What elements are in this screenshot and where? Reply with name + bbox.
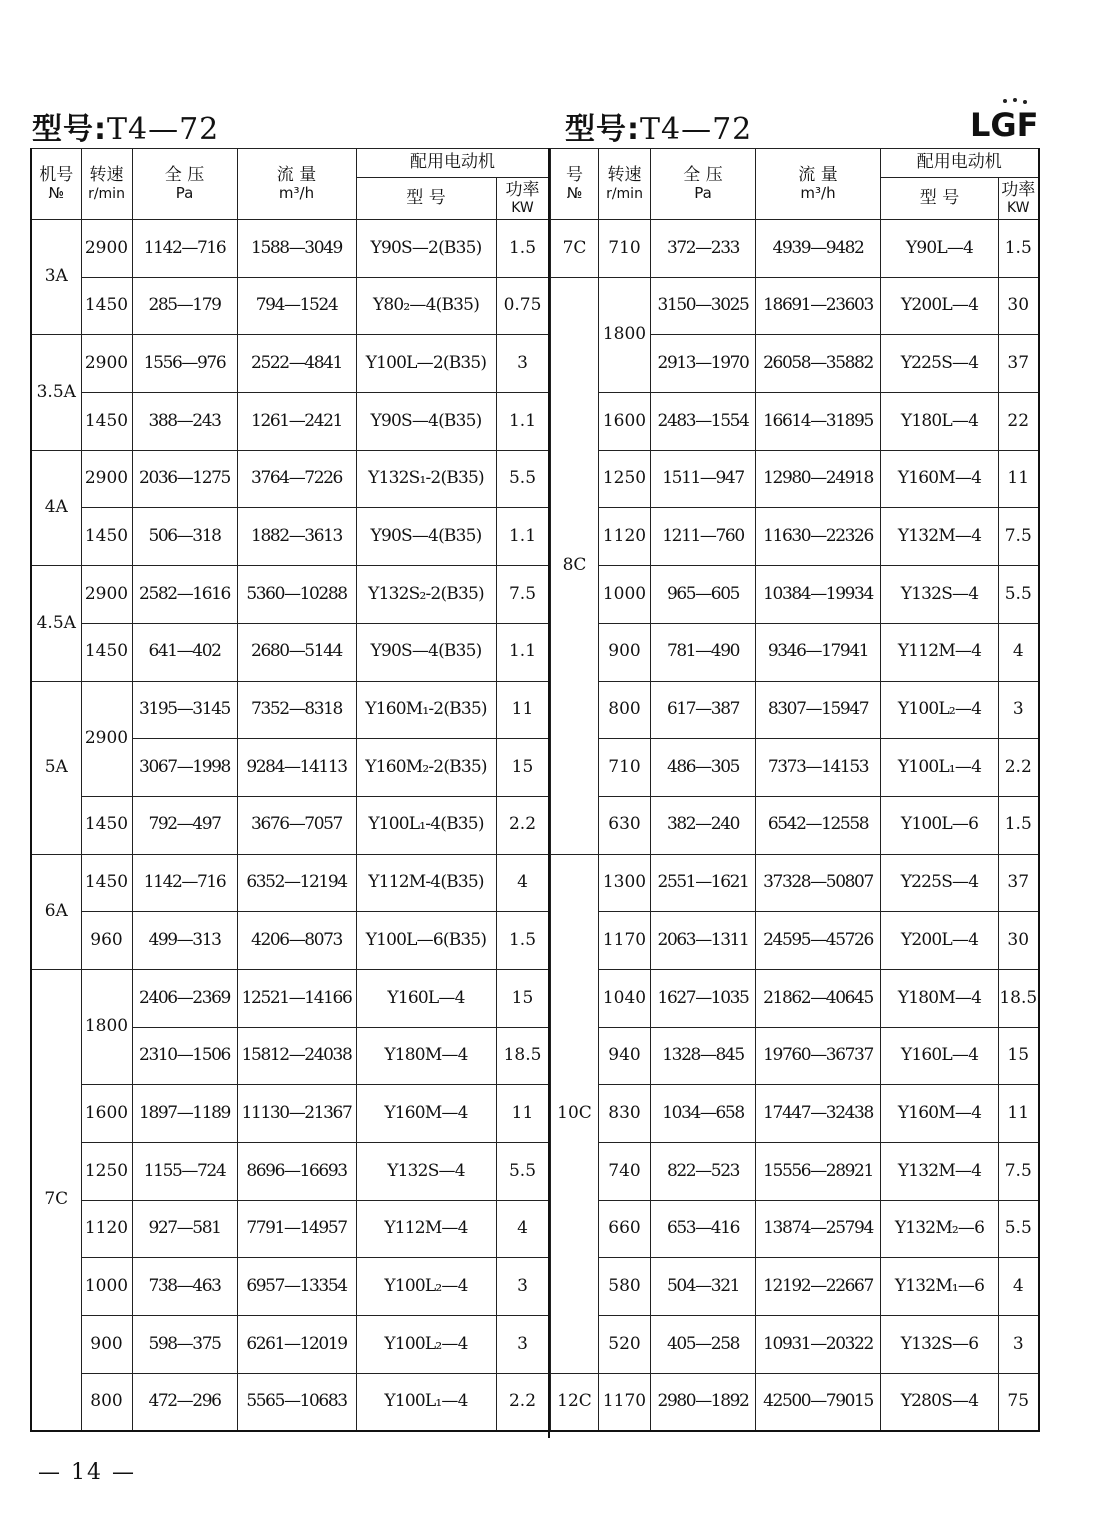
page-title-right: 型号:T4—72	[565, 112, 753, 147]
speed-cell: 1600	[599, 393, 651, 451]
machine-number-cell: 7C	[551, 220, 599, 278]
power-cell: 15	[999, 1027, 1039, 1085]
pressure-cell: 1627—1035	[651, 969, 756, 1027]
flow-cell: 10931—20322	[756, 1316, 881, 1374]
speed-cell: 1450	[81, 796, 132, 854]
flow-cell: 11130—21367	[237, 1085, 356, 1143]
flow-cell: 6957—13354	[237, 1258, 356, 1316]
table-row	[551, 912, 1039, 970]
motor-model-cell: Y132M₂—6	[881, 1200, 999, 1258]
power-cell: 3	[999, 681, 1039, 739]
motor-model-cell: Y225S—4	[881, 335, 999, 393]
flow-cell: 6261—12019	[237, 1316, 356, 1374]
speed-cell: 830	[599, 1085, 651, 1143]
power-cell: 11	[496, 1085, 549, 1143]
motor-model-cell: Y132S—4	[881, 566, 999, 624]
pressure-cell: 617—387	[651, 681, 756, 739]
pressure-cell: 822—523	[651, 1143, 756, 1201]
speed-cell: 1800	[81, 969, 132, 1084]
spec-table-right	[550, 148, 1040, 1432]
power-cell: 0.75	[496, 277, 549, 335]
pressure-cell: 472—296	[132, 1373, 237, 1431]
speed-cell: 1450	[81, 393, 132, 451]
flow-cell: 12192—22667	[756, 1258, 881, 1316]
power-cell: 4	[999, 623, 1039, 681]
table-row	[551, 796, 1039, 854]
power-cell: 4	[999, 1258, 1039, 1316]
pressure-cell: 2063—1311	[651, 912, 756, 970]
flow-cell: 9346—17941	[756, 623, 881, 681]
motor-model-cell: Y100L₁—4	[356, 1373, 496, 1431]
table-row	[551, 1200, 1039, 1258]
motor-model-cell: Y100L₂—4	[356, 1258, 496, 1316]
pressure-cell: 2913—1970	[651, 335, 756, 393]
speed-cell: 1250	[599, 450, 651, 508]
pressure-cell: 1511—947	[651, 450, 756, 508]
power-cell: 1.1	[496, 393, 549, 451]
motor-model-cell: Y90S—4(B35)	[356, 623, 496, 681]
machine-number-cell: 5A	[31, 681, 81, 854]
machine-number-cell: 4.5A	[31, 566, 81, 681]
speed-cell: 630	[599, 796, 651, 854]
header-motor-model: 型 号	[881, 178, 999, 220]
flow-cell: 21862—40645	[756, 969, 881, 1027]
power-cell: 5.5	[496, 450, 549, 508]
speed-cell: 1450	[81, 277, 132, 335]
header-pressure: 全 压 Pa	[651, 149, 756, 220]
table-row	[551, 566, 1039, 624]
table-row	[31, 335, 549, 393]
speed-cell: 1800	[599, 277, 651, 392]
motor-model-cell: Y100L₁—4	[881, 739, 999, 797]
header-machine-no: 号 №	[551, 149, 599, 220]
header-speed: 转速 r/min	[81, 149, 132, 220]
motor-model-cell: Y100L—6(B35)	[356, 912, 496, 970]
machine-number-cell: 10C	[551, 854, 599, 1373]
table-row	[31, 623, 549, 681]
motor-model-cell: Y90S—2(B35)	[356, 220, 496, 278]
machine-number-cell: 3.5A	[31, 335, 81, 450]
power-cell: 5.5	[496, 1143, 549, 1201]
speed-cell: 2900	[81, 681, 132, 796]
table-divider	[548, 148, 550, 1438]
speed-cell: 2900	[81, 335, 132, 393]
pressure-cell: 1142—716	[132, 220, 237, 278]
header-pressure: 全 压 Pa	[132, 149, 237, 220]
pressure-cell: 506—318	[132, 508, 237, 566]
pressure-cell: 1142—716	[132, 854, 237, 912]
pressure-cell: 653—416	[651, 1200, 756, 1258]
flow-cell: 6542—12558	[756, 796, 881, 854]
flow-cell: 13874—25794	[756, 1200, 881, 1258]
power-cell: 37	[999, 335, 1039, 393]
speed-cell: 660	[599, 1200, 651, 1258]
flow-cell: 4206—8073	[237, 912, 356, 970]
flow-cell: 26058—35882	[756, 335, 881, 393]
pressure-cell: 598—375	[132, 1316, 237, 1374]
speed-cell: 900	[599, 623, 651, 681]
motor-model-cell: Y180L—4	[881, 393, 999, 451]
header-power: 功率 KW	[999, 178, 1039, 220]
motor-model-cell: Y100L₂—4	[881, 681, 999, 739]
motor-model-cell: Y100L—6	[881, 796, 999, 854]
motor-model-cell: Y132S—4	[356, 1143, 496, 1201]
speed-cell: 520	[599, 1316, 651, 1374]
speed-cell: 710	[599, 739, 651, 797]
flow-cell: 7373—14153	[756, 739, 881, 797]
flow-cell: 5360—10288	[237, 566, 356, 624]
table-row	[31, 220, 549, 278]
table-row	[551, 969, 1039, 1027]
power-cell: 2.2	[496, 796, 549, 854]
machine-number-cell: 12C	[551, 1373, 599, 1431]
motor-model-cell: Y132S—6	[881, 1316, 999, 1374]
motor-model-cell: Y160M—4	[356, 1085, 496, 1143]
power-cell: 1.5	[496, 220, 549, 278]
power-cell: 37	[999, 854, 1039, 912]
motor-model-cell: Y160M—4	[881, 450, 999, 508]
flow-cell: 7352—8318	[237, 681, 356, 739]
speed-cell: 580	[599, 1258, 651, 1316]
pressure-cell: 2980—1892	[651, 1373, 756, 1431]
flow-cell: 1588—3049	[237, 220, 356, 278]
power-cell: 1.1	[496, 623, 549, 681]
flow-cell: 12521—14166	[237, 969, 356, 1027]
table-row	[551, 1373, 1039, 1431]
speed-cell: 1170	[599, 1373, 651, 1431]
page-title-left: 型号:T4—72	[32, 112, 220, 147]
power-cell: 7.5	[999, 508, 1039, 566]
pressure-cell: 965—605	[651, 566, 756, 624]
power-cell: 3	[496, 335, 549, 393]
flow-cell: 3676—7057	[237, 796, 356, 854]
machine-number-cell: 3A	[31, 220, 81, 335]
flow-cell: 37328—50807	[756, 854, 881, 912]
speed-cell: 900	[81, 1316, 132, 1374]
speed-cell: 800	[599, 681, 651, 739]
power-cell: 30	[999, 277, 1039, 335]
speed-cell: 1040	[599, 969, 651, 1027]
power-cell: 11	[496, 681, 549, 739]
speed-cell: 1000	[81, 1258, 132, 1316]
machine-number-cell: 8C	[551, 277, 599, 854]
flow-cell: 794—1524	[237, 277, 356, 335]
motor-model-cell: Y100L₂—4	[356, 1316, 496, 1374]
power-cell: 5.5	[999, 566, 1039, 624]
motor-model-cell: Y160M₂-2(B35)	[356, 739, 496, 797]
power-cell: 30	[999, 912, 1039, 970]
table-row	[31, 854, 549, 912]
motor-model-cell: Y160M—4	[881, 1085, 999, 1143]
flow-cell: 4939—9482	[756, 220, 881, 278]
flow-cell: 24595—45726	[756, 912, 881, 970]
pressure-cell: 2406—2369	[132, 969, 237, 1027]
speed-cell: 1170	[599, 912, 651, 970]
machine-number-cell: 4A	[31, 450, 81, 565]
motor-model-cell: Y90S—4(B35)	[356, 508, 496, 566]
speed-cell: 2900	[81, 450, 132, 508]
pressure-cell: 2310—1506	[132, 1027, 237, 1085]
power-cell: 15	[496, 739, 549, 797]
flow-cell: 2680—5144	[237, 623, 356, 681]
flow-cell: 8307—15947	[756, 681, 881, 739]
power-cell: 1.1	[496, 508, 549, 566]
motor-model-cell: Y132M—4	[881, 508, 999, 566]
speed-cell: 2900	[81, 566, 132, 624]
flow-cell: 1261—2421	[237, 393, 356, 451]
table-row	[31, 969, 549, 1027]
table-row	[551, 220, 1039, 278]
power-cell: 7.5	[496, 566, 549, 624]
table-row	[551, 450, 1039, 508]
speed-cell: 1120	[81, 1200, 132, 1258]
speed-cell: 960	[81, 912, 132, 970]
motor-model-cell: Y160L—4	[356, 969, 496, 1027]
power-cell: 5.5	[999, 1200, 1039, 1258]
spec-table-left	[30, 148, 550, 1432]
power-cell: 3	[496, 1258, 549, 1316]
speed-cell: 1120	[599, 508, 651, 566]
motor-model-cell: Y200L—4	[881, 277, 999, 335]
pressure-cell: 486—305	[651, 739, 756, 797]
table-row	[31, 681, 549, 739]
table-row	[31, 1085, 549, 1143]
table-row	[551, 1143, 1039, 1201]
motor-model-cell: Y90L—4	[881, 220, 999, 278]
flow-cell: 9284—14113	[237, 739, 356, 797]
flow-cell: 6352—12194	[237, 854, 356, 912]
flow-cell: 1882—3613	[237, 508, 356, 566]
table-row	[31, 393, 549, 451]
speed-cell: 2900	[81, 220, 132, 278]
speed-cell: 1600	[81, 1085, 132, 1143]
table-row	[551, 393, 1039, 451]
table-row	[551, 1316, 1039, 1374]
speed-cell: 1450	[81, 623, 132, 681]
power-cell: 2.2	[496, 1373, 549, 1431]
pressure-cell: 3067—1998	[132, 739, 237, 797]
table-row	[31, 1200, 549, 1258]
machine-number-cell: 6A	[31, 854, 81, 969]
header-flow: 流 量 m³/h	[756, 149, 881, 220]
pressure-cell: 2582—1616	[132, 566, 237, 624]
power-cell: 22	[999, 393, 1039, 451]
speed-cell: 1300	[599, 854, 651, 912]
table-row	[551, 1085, 1039, 1143]
power-cell: 3	[999, 1316, 1039, 1374]
table-row	[31, 1258, 549, 1316]
power-cell: 18.5	[999, 969, 1039, 1027]
power-cell: 75	[999, 1373, 1039, 1431]
power-cell: 11	[999, 1085, 1039, 1143]
flow-cell: 2522—4841	[237, 335, 356, 393]
power-cell: 2.2	[999, 739, 1039, 797]
power-cell: 1.5	[999, 796, 1039, 854]
motor-model-cell: Y132M—4	[881, 1143, 999, 1201]
motor-model-cell: Y180M—4	[881, 969, 999, 1027]
power-cell: 7.5	[999, 1143, 1039, 1201]
table-row	[551, 1027, 1039, 1085]
pressure-cell: 1155—724	[132, 1143, 237, 1201]
table-row	[551, 1258, 1039, 1316]
speed-cell: 710	[599, 220, 651, 278]
pressure-cell: 1556—976	[132, 335, 237, 393]
pressure-cell: 1328—845	[651, 1027, 756, 1085]
pressure-cell: 372—233	[651, 220, 756, 278]
flow-cell: 7791—14957	[237, 1200, 356, 1258]
pressure-cell: 382—240	[651, 796, 756, 854]
flow-cell: 11630—22326	[756, 508, 881, 566]
table-row	[31, 912, 549, 970]
motor-model-cell: Y225S—4	[881, 854, 999, 912]
header-speed: 转速 r/min	[599, 149, 651, 220]
motor-model-cell: Y100L₁-4(B35)	[356, 796, 496, 854]
pressure-cell: 2551—1621	[651, 854, 756, 912]
pressure-cell: 3150—3025	[651, 277, 756, 335]
header-machine-no: 机号 №	[31, 149, 81, 220]
table-row	[31, 1143, 549, 1201]
motor-model-cell: Y112M—4	[881, 623, 999, 681]
flow-cell: 10384—19934	[756, 566, 881, 624]
speed-cell: 940	[599, 1027, 651, 1085]
power-cell: 4	[496, 1200, 549, 1258]
motor-model-cell: Y160L—4	[881, 1027, 999, 1085]
speed-cell: 740	[599, 1143, 651, 1201]
pressure-cell: 388—243	[132, 393, 237, 451]
power-cell: 4	[496, 854, 549, 912]
motor-model-cell: Y200L—4	[881, 912, 999, 970]
motor-model-cell: Y100L—2(B35)	[356, 335, 496, 393]
flow-cell: 15812—24038	[237, 1027, 356, 1085]
speed-cell: 1450	[81, 508, 132, 566]
motor-model-cell: Y132S₁-2(B35)	[356, 450, 496, 508]
power-cell: 15	[496, 969, 549, 1027]
pressure-cell: 2036—1275	[132, 450, 237, 508]
pressure-cell: 1034—658	[651, 1085, 756, 1143]
flow-cell: 17447—32438	[756, 1085, 881, 1143]
header-power: 功率 KW	[496, 178, 549, 220]
speed-cell: 800	[81, 1373, 132, 1431]
power-cell: 3	[496, 1316, 549, 1374]
pressure-cell: 3195—3145	[132, 681, 237, 739]
table-row	[551, 623, 1039, 681]
table-row	[551, 739, 1039, 797]
table-row	[31, 1373, 549, 1431]
speed-cell: 1250	[81, 1143, 132, 1201]
table-row	[551, 681, 1039, 739]
speed-cell: 1000	[599, 566, 651, 624]
header-motor: 配用电动机	[881, 149, 1039, 178]
power-cell: 18.5	[496, 1027, 549, 1085]
flow-cell: 3764—7226	[237, 450, 356, 508]
table-row	[551, 854, 1039, 912]
pressure-cell: 2483—1554	[651, 393, 756, 451]
pressure-cell: 1211—760	[651, 508, 756, 566]
flow-cell: 5565—10683	[237, 1373, 356, 1431]
header-motor: 配用电动机	[356, 149, 549, 178]
motor-model-cell: Y90S—4(B35)	[356, 393, 496, 451]
table-row	[31, 508, 549, 566]
header-motor-model: 型 号	[356, 178, 496, 220]
pressure-cell: 641—402	[132, 623, 237, 681]
pressure-cell: 927—581	[132, 1200, 237, 1258]
company-logo	[968, 96, 1042, 140]
motor-model-cell: Y132M₁—6	[881, 1258, 999, 1316]
power-cell: 1.5	[999, 220, 1039, 278]
pressure-cell: 405—258	[651, 1316, 756, 1374]
table-row	[551, 508, 1039, 566]
flow-cell: 42500—79015	[756, 1373, 881, 1431]
flow-cell: 8696—16693	[237, 1143, 356, 1201]
page-number: — 14 —	[38, 1460, 136, 1485]
pressure-cell: 781—490	[651, 623, 756, 681]
power-cell: 1.5	[496, 912, 549, 970]
flow-cell: 15556—28921	[756, 1143, 881, 1201]
motor-model-cell: Y80₂—4(B35)	[356, 277, 496, 335]
pressure-cell: 499—313	[132, 912, 237, 970]
speed-cell: 1450	[81, 854, 132, 912]
motor-model-cell: Y160M₁-2(B35)	[356, 681, 496, 739]
table-row	[31, 277, 549, 335]
header-flow: 流 量 m³/h	[237, 149, 356, 220]
motor-model-cell: Y180M—4	[356, 1027, 496, 1085]
table-row	[31, 450, 549, 508]
table-row	[31, 1316, 549, 1374]
motor-model-cell: Y112M—4	[356, 1200, 496, 1258]
table-row	[551, 277, 1039, 335]
motor-model-cell: Y280S—4	[881, 1373, 999, 1431]
table-row	[31, 566, 549, 624]
flow-cell: 18691—23603	[756, 277, 881, 335]
flow-cell: 16614—31895	[756, 393, 881, 451]
flow-cell: 12980—24918	[756, 450, 881, 508]
flow-cell: 19760—36737	[756, 1027, 881, 1085]
pressure-cell: 1897—1189	[132, 1085, 237, 1143]
power-cell: 11	[999, 450, 1039, 508]
logo-text: LGF	[970, 106, 1039, 140]
machine-number-cell: 7C	[31, 969, 81, 1431]
motor-model-cell: Y132S₂-2(B35)	[356, 566, 496, 624]
pressure-cell: 285—179	[132, 277, 237, 335]
motor-model-cell: Y112M-4(B35)	[356, 854, 496, 912]
table-row	[31, 796, 549, 854]
pressure-cell: 504—321	[651, 1258, 756, 1316]
pressure-cell: 738—463	[132, 1258, 237, 1316]
pressure-cell: 792—497	[132, 796, 237, 854]
